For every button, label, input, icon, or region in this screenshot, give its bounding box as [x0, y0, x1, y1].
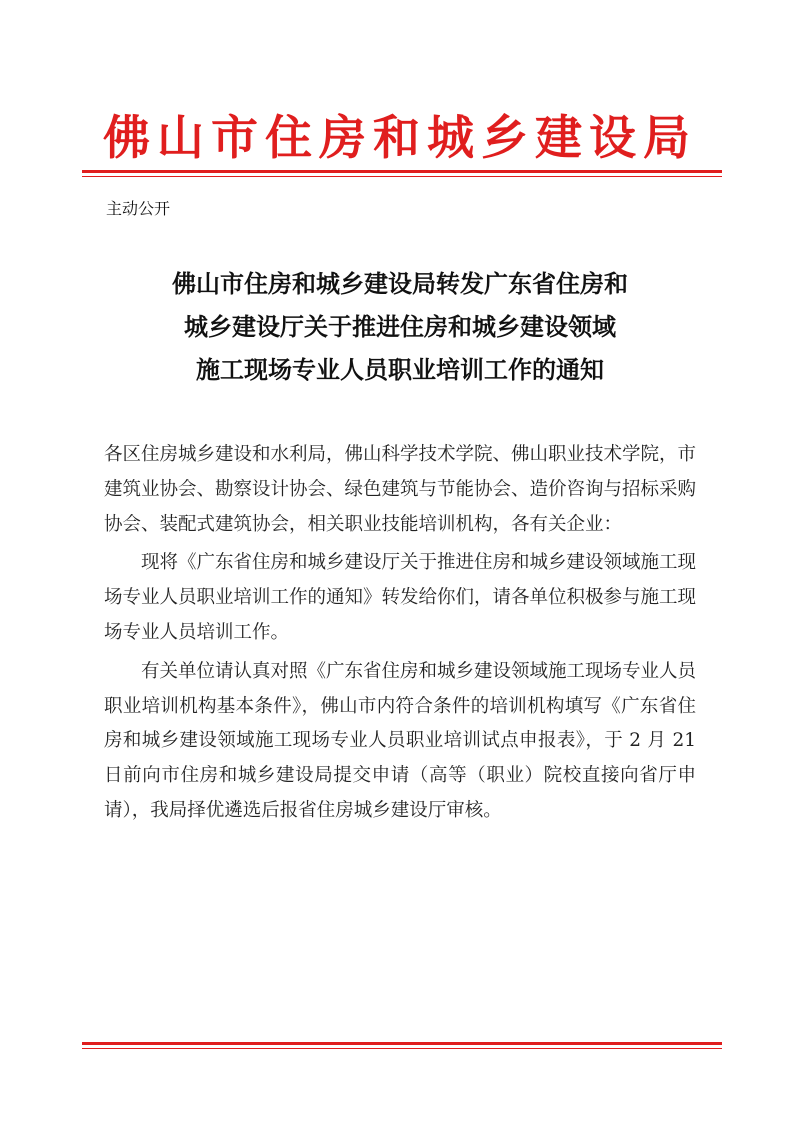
masthead-rule-thick: [82, 170, 722, 173]
document-body: [104, 438, 696, 833]
body-paragraph: 有关单位请认真对照《广东省住房和城乡建设领域施工现场专业人员职业培训机构基本条件》，佛山市内符合条件的培训机构填写《广东省住房和城乡建设领域施工现场专业人员职业培训试点申报表》，于 2 月 21 日前向市住房和城乡建设局提交申请（高等（职业）院校直接向省厅申请），我局择优遴选后报省住房城乡建设厅审核。: [104, 660, 697, 821]
document-title-line: 佛山市住房和城乡建设局转发广东省住房和: [172, 269, 628, 298]
salutation-paragraph: 各区住房城乡建设和水利局，佛山科学技术学院、佛山职业技术学院，市建筑业协会、勘察设计协会、绿色建筑与节能协会、造价咨询与招标采购协会、装配式建筑协会，相关职业技能培训机构，各有关企业：: [104, 444, 697, 535]
disclosure-label: 主动公开: [106, 199, 171, 218]
document-title-line: 城乡建设厅关于推进住房和城乡建设领域: [184, 312, 616, 341]
body-paragraph: 现将《广东省住房和城乡建设厅关于推进住房和城乡建设领域施工现场专业人员职业培训工作的通知》转发给你们，请各单位积极参与施工现场专业人员培训工作。: [104, 552, 697, 643]
document-title-line: 施工现场专业人员职业培训工作的通知: [196, 355, 604, 384]
document-title: [100, 262, 700, 391]
footer-rule-thick: [82, 1042, 722, 1045]
masthead-rule-thin: [82, 176, 722, 177]
masthead-title: 佛山市住房和城乡建设局: [103, 111, 697, 166]
footer-rule-thin: [82, 1048, 722, 1049]
